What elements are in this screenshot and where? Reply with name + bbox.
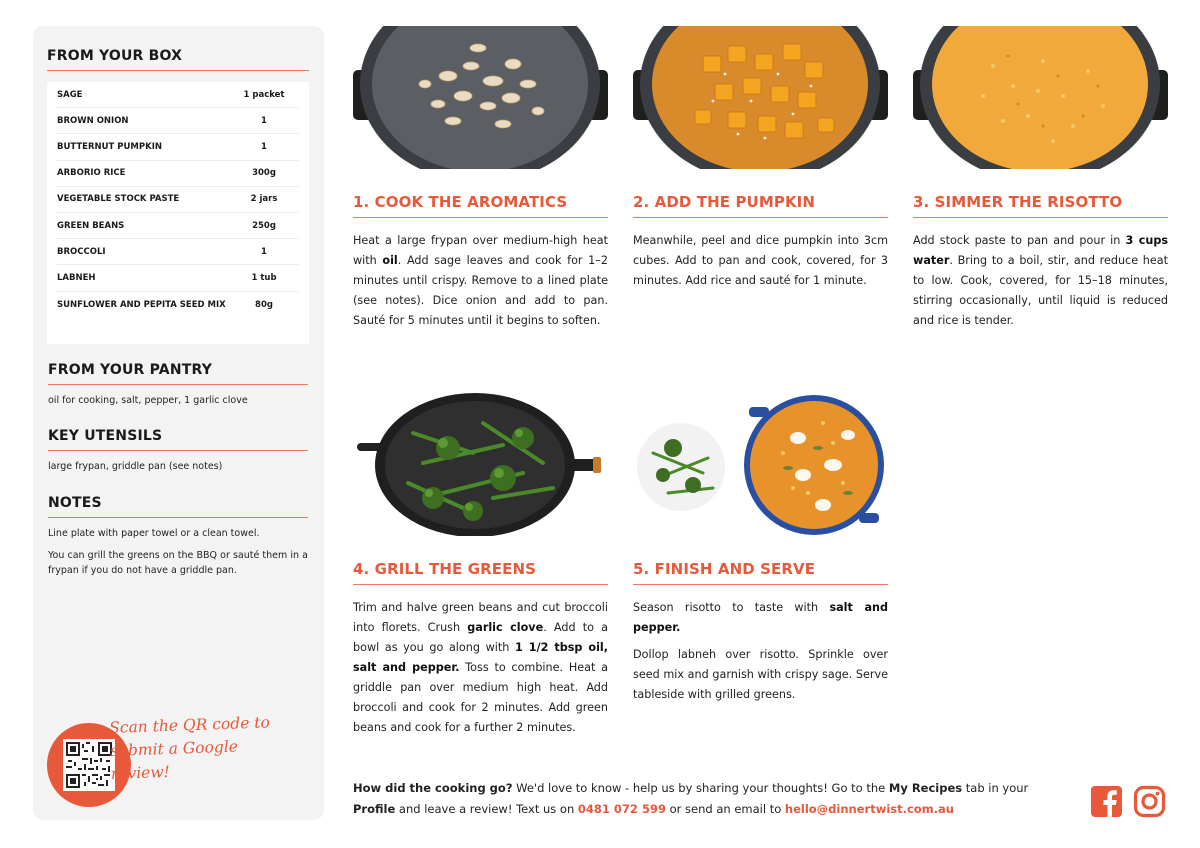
step-1-title: 1. COOK THE AROMATICS <box>353 193 568 211</box>
ingredient-name: SAGE <box>57 89 83 100</box>
ingredient-row <box>57 134 299 160</box>
ingredient-qty: 80g <box>255 299 273 310</box>
step-5-body <box>633 598 888 705</box>
step-2-body <box>633 231 888 291</box>
ingredient-name: BROCCOLI <box>57 246 106 257</box>
ingredient-name: VEGETABLE STOCK PASTE <box>57 194 180 205</box>
step-2 <box>633 26 888 291</box>
utensils-section <box>48 428 308 474</box>
ingredient-qty: 1 <box>261 115 267 126</box>
step-paragraph: Heat a large frypan over medium-high heat with oil. Add sage leaves and cook for 1–2 minutes until crispy. Remove to a lined plate (see notes). Dice onion and add to pan. Sauté for 5 minutes until it begins to soften. <box>353 234 608 327</box>
qr-cta-text: Scan the QR code to submit a Google review! <box>108 713 271 783</box>
qr-code-icon[interactable] <box>63 739 115 791</box>
step-3-image <box>913 26 1168 169</box>
ingredient-qty: 1 <box>261 246 267 257</box>
ingredient-name: BUTTERNUT PUMPKIN <box>57 141 162 152</box>
ingredient-qty: 1 packet <box>243 89 285 100</box>
ingredient-row <box>57 82 299 108</box>
divider <box>47 70 309 71</box>
step-2-title: 2. ADD THE PUMPKIN <box>633 193 815 211</box>
ingredient-row <box>57 161 299 187</box>
step-paragraph: Dollop labneh over risotto. Sprinkle over seed mix and garnish with crispy sage. Serve tableside with grilled greens. <box>633 648 888 701</box>
review-footer: How did the cooking go? We'd love to know - help us by sharing your thoughts! Go to the My Recipes tab in your Profile and leave a review! Text us on 0481 072 599 or send an email to hello@dinnertwist.com.au <box>353 781 1029 816</box>
divider <box>48 517 308 518</box>
divider <box>48 450 308 451</box>
step-4 <box>353 393 608 738</box>
divider <box>353 584 608 585</box>
step-paragraph: Meanwhile, peel and dice pumpkin into 3cm cubes. Add to pan and cook, covered, for 3 minutes. Add rice and sauté for 1 minute. <box>633 234 888 287</box>
from-your-box-title: FROM YOUR BOX <box>47 48 183 64</box>
ingredient-name: LABNEH <box>57 272 96 283</box>
instagram-icon[interactable] <box>1133 785 1166 818</box>
step-2-image <box>633 26 888 169</box>
note-2: You can grill the greens on the BBQ or sauté them in a frypan if you do not have a griddle pan. <box>48 550 308 576</box>
step-4-title: 4. GRILL THE GREENS <box>353 560 537 578</box>
facebook-icon[interactable] <box>1090 785 1123 818</box>
step-1-body <box>353 231 608 331</box>
ingredient-qty: 250g <box>252 220 276 231</box>
ingredient-name: ARBORIO RICE <box>57 168 126 179</box>
ingredient-name: SUNFLOWER AND PEPITA SEED MIX <box>57 299 226 310</box>
step-1-image <box>353 26 608 169</box>
phone-link[interactable]: 0481 072 599 <box>577 802 666 816</box>
ingredient-row <box>57 108 299 134</box>
utensils-text: large frypan, griddle pan (see notes) <box>48 461 223 472</box>
ingredient-row <box>57 187 299 213</box>
step-3-title: 3. SIMMER THE RISOTTO <box>913 193 1123 211</box>
step-3 <box>913 26 1168 331</box>
ingredient-name: BROWN ONION <box>57 115 129 126</box>
ingredient-row <box>57 213 299 239</box>
ingredient-qty: 300g <box>252 168 276 179</box>
divider <box>913 217 1168 218</box>
divider <box>353 217 608 218</box>
ingredient-qty: 1 <box>261 141 267 152</box>
ingredient-qty: 2 jars <box>250 194 278 205</box>
utensils-title: KEY UTENSILS <box>48 428 163 444</box>
notes-section <box>48 495 308 578</box>
step-4-image <box>353 393 608 536</box>
ingredient-qty: 1 tub <box>251 272 277 283</box>
ingredient-row <box>57 292 299 318</box>
step-paragraph: Trim and halve green beans and cut broccoli into florets. Crush garlic clove. Add to a bowl as you go along with 1 1/2 tbsp oil, salt and pepper. Toss to combine. Heat a griddle pan over medium high heat. Add broccoli and cook for 2 minutes. Add green beans and cook for a further 2 minutes. <box>353 601 608 734</box>
divider <box>633 217 888 218</box>
ingredient-row <box>57 239 299 265</box>
pantry-section <box>48 362 308 408</box>
step-5-title: 5. FINISH AND SERVE <box>633 560 816 578</box>
step-paragraph: Season risotto to taste with salt and pepper. <box>633 601 888 634</box>
step-5 <box>633 393 888 705</box>
notes-title: NOTES <box>48 495 102 511</box>
step-5-image <box>633 393 888 536</box>
step-1 <box>353 26 608 331</box>
note-1: Line plate with paper towel or a clean towel. <box>48 528 260 539</box>
pantry-title: FROM YOUR PANTRY <box>48 362 213 378</box>
divider <box>48 384 308 385</box>
divider <box>633 584 888 585</box>
step-3-body <box>913 231 1168 331</box>
step-paragraph: Add stock paste to pan and pour in 3 cups water. Bring to a boil, stir, and reduce heat to low. Cook, covered, for 15–18 minutes, stirring occasionally, until liquid is reduced and rice is tender. <box>913 234 1169 327</box>
pantry-text: oil for cooking, salt, pepper, 1 garlic clove <box>48 395 248 406</box>
ingredient-name: GREEN BEANS <box>57 220 125 231</box>
sidebar <box>33 26 324 820</box>
ingredient-row <box>57 265 299 291</box>
ingredients-table <box>47 82 309 344</box>
email-link[interactable]: hello@dinnertwist.com.au <box>784 802 954 816</box>
step-4-body <box>353 598 608 738</box>
